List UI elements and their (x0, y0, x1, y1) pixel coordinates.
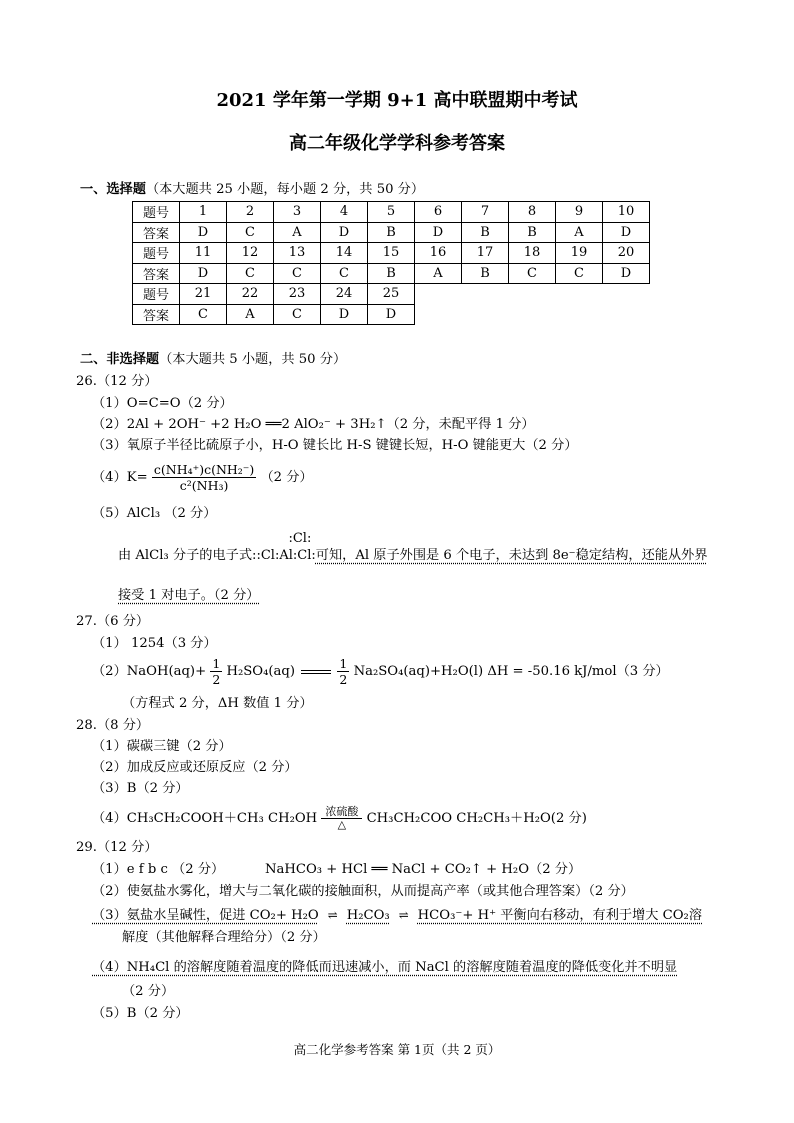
answer-table (132, 201, 650, 325)
question-number-row (133, 243, 650, 264)
question-number-cell: 21 (180, 284, 227, 305)
row-label-answer: 答案 (133, 304, 180, 325)
q28-part3: （3）B（2 分） (92, 781, 189, 796)
answer-cell: D (180, 263, 227, 284)
question-number-cell: 22 (227, 284, 274, 305)
q26-part5: （5）AlCl₃ （2 分） (92, 506, 217, 521)
explanation-suffix: 可知，Al 原子外围是 6 个电子，未达到 8e⁻稳定结构，还能从外界 (315, 548, 708, 563)
question-number-cell: 1 (180, 202, 227, 223)
question-number-cell: 11 (180, 243, 227, 264)
question-number-cell: 24 (321, 284, 368, 305)
q26-part4 (92, 462, 313, 494)
answer-cell: D (321, 304, 368, 325)
answer-cell: D (603, 263, 650, 284)
row-label-question: 题号 (133, 202, 180, 223)
answer-cell: D (321, 222, 368, 243)
empty-cell (415, 304, 462, 325)
question-number-cell: 7 (462, 202, 509, 223)
question-number-cell: 2 (227, 202, 274, 223)
section2-heading: 二、非选择题 (80, 352, 160, 367)
half-den-2: 2 (339, 672, 348, 687)
question-number-row (133, 284, 650, 305)
question-number-cell: 23 (274, 284, 321, 305)
reaction-equals-sign (301, 670, 331, 674)
q26-part4-prefix: （4）K= (92, 470, 148, 485)
answer-cell: D (180, 222, 227, 243)
page-subtitle: 高二年级化学学科参考答案 (289, 133, 505, 154)
answer-cell: A (415, 263, 462, 284)
answer-cell: C (509, 263, 556, 284)
q29-part3 (92, 906, 702, 926)
reaction-condition-arrow (321, 806, 362, 831)
q29-part3-c: HCO₃⁻+ H⁺ 平衡向右移动，有利于增大 CO₂溶 (417, 908, 703, 923)
question-number-cell: 5 (368, 202, 415, 223)
q29-head: 29.（12 分） (76, 840, 158, 855)
empty-cell (462, 304, 509, 325)
q29-part1-equation: NaHCO₃ + HCl ══ NaCl + CO₂↑ + H₂O（2 分） (265, 862, 582, 877)
fraction-denominator: c²(NH₃) (179, 478, 229, 493)
answer-cell: A (274, 222, 321, 243)
q27-part2 (92, 656, 669, 688)
q29-part3-a: （3）氨盐水呈碱性，促进 CO₂+ H₂O (92, 908, 319, 923)
question-number-row (133, 202, 650, 223)
answer-cell: B (368, 222, 415, 243)
section2-note: （本大题共 5 小题，共 50 分） (159, 352, 347, 367)
q26-part2: （2）2Al + 2OH⁻ +2 H₂O ══2 AlO₂⁻ + 3H₂↑（2 分，未配平得 1 分） (92, 417, 535, 432)
q28-part1: （1）碳碳三键（2 分） (92, 739, 232, 754)
question-number-cell: 9 (556, 202, 603, 223)
q27-eq-right: Na₂SO₄(aq)+H₂O(l) ΔH = -50.16 kJ/mol（3 分） (353, 664, 669, 679)
q26-head: 26.（12 分） (76, 374, 158, 389)
question-number-cell: 12 (227, 243, 274, 264)
row-label-answer: 答案 (133, 222, 180, 243)
empty-cell (509, 284, 556, 305)
answer-cell: C (556, 263, 603, 284)
explanation-continued: 接受 1 对电子。（2 分） (118, 588, 260, 603)
empty-cell (556, 304, 603, 325)
electron-dot-main: :Cl:Al:Cl: (256, 548, 316, 563)
q29-part3-cont: 解度（其他解释合理给分）（2 分） (122, 930, 326, 945)
question-number-cell: 8 (509, 202, 556, 223)
row-label-question: 题号 (133, 243, 180, 264)
q28-head: 28.（8 分） (76, 718, 150, 733)
answer-cell: C (274, 263, 321, 284)
page-footer: 高二化学参考答案 第 1页（共 2 页） (293, 1042, 501, 1057)
q29-part4 (92, 958, 677, 978)
empty-cell (509, 304, 556, 325)
question-number-cell: 16 (415, 243, 462, 264)
q27-eq-acid: H₂SO₄(aq) (226, 664, 295, 679)
question-number-cell: 17 (462, 243, 509, 264)
question-number-cell: 3 (274, 202, 321, 223)
heat-symbol: △ (337, 818, 347, 831)
page-title: 2021 学年第一学期 9+1 高中联盟期中考试 (216, 90, 578, 111)
section1-note: （本大题共 25 小题，每小题 2 分，共 50 分） (145, 182, 425, 197)
question-number-cell: 14 (321, 243, 368, 264)
q26-part1: （1）O=C=O（2 分） (92, 396, 233, 411)
q26-part4-suffix: （2 分） (260, 470, 313, 485)
q29-part1-order: （1）e f b c （2 分） (92, 862, 225, 877)
answer-cell: C (274, 304, 321, 325)
answer-row (133, 263, 650, 284)
answer-row (133, 222, 650, 243)
answer-cell: A (556, 222, 603, 243)
q28-part2: （2）加成反应或还原反应（2 分） (92, 760, 298, 775)
section1-heading: 一、选择题 (80, 182, 146, 197)
q29-part4-text: （4）NH₄Cl 的溶解度随着温度的降低而迅速减小，而 NaCl 的溶解度随着温度的降低变化并不明显 (92, 960, 678, 975)
section2-heading-line (80, 350, 346, 370)
q27-head: 27.（6 分） (76, 614, 150, 629)
equilibrium-constant-fraction (152, 462, 256, 493)
row-label-answer: 答案 (133, 263, 180, 284)
question-number-cell: 10 (603, 202, 650, 223)
empty-cell (603, 304, 650, 325)
half-num-2: 1 (339, 656, 348, 671)
q27-scoring-note: （方程式 2 分，ΔH 数值 1 分） (122, 696, 313, 711)
answer-cell: D (415, 222, 462, 243)
answer-cell: B (462, 263, 509, 284)
q29-part5: （5）B（2 分） (92, 1006, 189, 1021)
q29-part3-b: H₂CO₃ (346, 908, 390, 923)
question-number-cell: 25 (368, 284, 415, 305)
answer-cell: D (368, 304, 415, 325)
empty-cell (462, 284, 509, 305)
reversible-arrow-1: ⇌ (327, 908, 338, 922)
row-label-question: 题号 (133, 284, 180, 305)
answer-cell: D (603, 222, 650, 243)
question-number-cell: 20 (603, 243, 650, 264)
fraction-numerator: c(NH₄⁺)c(NH₂⁻) (153, 462, 255, 477)
empty-cell (556, 284, 603, 305)
q26-part5-explanation (118, 531, 708, 566)
half-den-1: 2 (212, 672, 221, 687)
electron-dot-formula (256, 531, 316, 566)
answer-cell: C (227, 263, 274, 284)
esterification-reactants: （4）CH₃CH₂COOH＋CH₃ CH₂OH (92, 811, 318, 826)
question-number-cell: 4 (321, 202, 368, 223)
answer-cell: A (227, 304, 274, 325)
empty-cell (415, 284, 462, 305)
esterification-products: CH₃CH₂COO CH₂CH₃＋H₂O(2 分) (366, 811, 587, 826)
answer-cell: B (462, 222, 509, 243)
empty-cell (603, 284, 650, 305)
q27-eq-left: （2）NaOH(aq)+ (92, 664, 207, 679)
question-number-cell: 15 (368, 243, 415, 264)
q29-part2: （2）使氨盐水雾化，增大与二氧化碳的接触面积，从而提高产率（或其他合理答案）（2 分） (92, 884, 634, 899)
answer-cell: C (321, 263, 368, 284)
question-number-cell: 6 (415, 202, 462, 223)
question-number-cell: 13 (274, 243, 321, 264)
half-num-1: 1 (212, 656, 221, 671)
electron-dot-top: :Cl: (288, 531, 312, 546)
answer-cell: B (368, 263, 415, 284)
q27-part1: （1） 1254（3 分） (92, 636, 217, 651)
section1-heading-line (80, 180, 424, 200)
catalyst-label: 浓硫酸 (321, 806, 362, 819)
answer-cell: C (227, 222, 274, 243)
question-number-cell: 19 (556, 243, 603, 264)
answer-row (133, 304, 650, 325)
q26-part5-explanation-cont (118, 586, 259, 606)
q26-part3: （3）氧原子半径比硫原子小，H-O 键长比 H-S 键键长短，H-O 键能更大（2 分） (92, 438, 578, 453)
half-fraction-2 (337, 656, 349, 687)
answer-cell: B (509, 222, 556, 243)
explanation-prefix: 由 AlCl₃ 分子的电子式: (118, 548, 257, 563)
question-number-cell: 18 (509, 243, 556, 264)
answer-cell: C (180, 304, 227, 325)
reversible-arrow-2: ⇌ (398, 908, 409, 922)
q29-part4-score: （2 分） (122, 984, 175, 999)
q28-part4 (92, 804, 587, 834)
half-fraction-1 (210, 656, 222, 687)
